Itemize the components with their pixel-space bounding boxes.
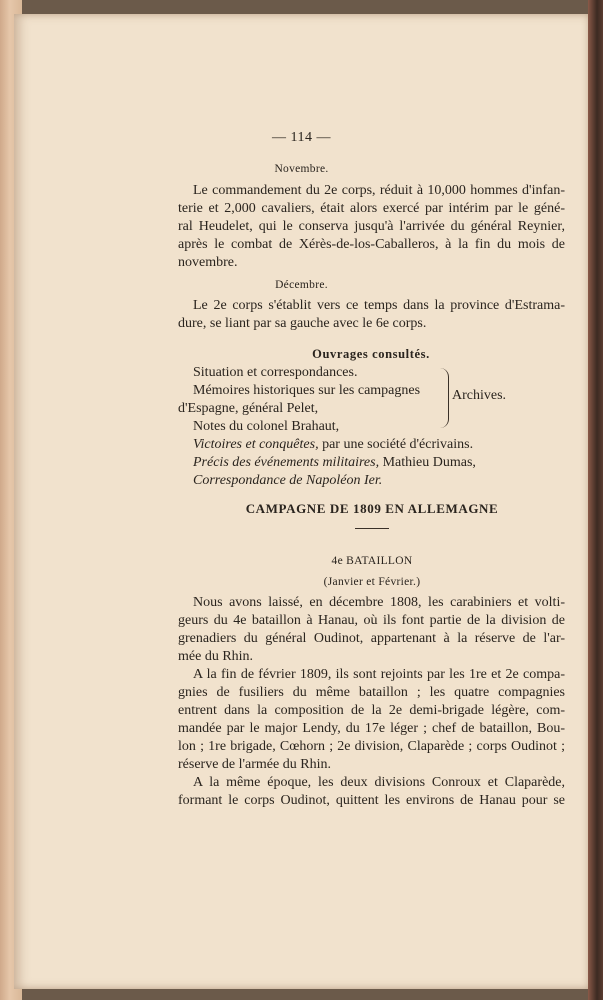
divider-rule xyxy=(355,528,389,529)
text-line: lon ; 1re brigade, Cœhorn ; 2e division, Claparède ; corps Oudinot ; xyxy=(178,739,565,754)
text-line: entrent dans la composition de la 2e demi-brigade légère, com- xyxy=(178,703,565,718)
text-line: ral Heudelet, qui le conserva jusqu'à l'arrivée du général Reynier, xyxy=(178,219,565,234)
chapter-title: CAMPAGNE DE 1809 EN ALLEMAGNE xyxy=(245,501,499,516)
source-line xyxy=(193,436,473,454)
source-line xyxy=(193,454,476,472)
page-number: — 114 — xyxy=(272,130,331,145)
text-line: après le combat de Xérès-de-los-Caballeros, à la fin du mois de xyxy=(178,237,565,252)
source-detail: Mathieu Dumas, xyxy=(379,455,476,470)
source-title: Précis des événements militaires, xyxy=(193,455,380,470)
text-line: terie et 2,000 cavaliers, était alors exercé par intérim par le géné- xyxy=(178,201,565,216)
text-line: mée du Rhin. xyxy=(178,649,254,664)
text-line: Le commandement du 2e corps, réduit à 10,000 hommes d'infan- xyxy=(193,183,565,198)
brace-symbol xyxy=(440,368,449,428)
text-line: Nous avons laissé, en décembre 1808, les carabiniers et volti- xyxy=(193,595,565,610)
text-line: réserve de l'armée du Rhin. xyxy=(178,757,331,772)
text-line: formant le corps Oudinot, quittent les environs de Hanau pour se xyxy=(178,793,565,808)
text-line: mandée par le major Lendy, du 17e léger ; chef de bataillon, Bou- xyxy=(178,721,565,736)
source-line: Situation et correspondances. xyxy=(193,365,358,380)
text-line: grenadiers du général Oudinot, appartenant à la réserve de l'ar- xyxy=(178,631,565,646)
text-line: dure, se liant par sa gauche avec le 6e corps. xyxy=(178,316,427,331)
source-detail: par une société d'écrivains. xyxy=(318,437,474,452)
archives-label: Archives. xyxy=(452,388,507,403)
text-line: novembre. xyxy=(178,255,238,270)
source-title: Victoires et conquêtes, xyxy=(193,437,319,452)
text-line: geurs du 4e bataillon à Hanau, où ils font partie de la division de xyxy=(178,613,565,628)
section-heading-decembre: Décembre. xyxy=(275,279,328,291)
period-heading: (Janvier et Février.) xyxy=(323,576,421,588)
source-line: Mémoires historiques sur les campagnes xyxy=(193,383,421,398)
bataillon-heading: 4e BATAILLON xyxy=(331,555,413,567)
source-title: Correspondance de Napoléon Ier. xyxy=(193,473,383,488)
text-line: A la fin de février 1809, ils sont rejoints par les 1re et 2e compa- xyxy=(193,667,565,682)
text-line: Le 2e corps s'établit vers ce temps dans la province d'Estrama- xyxy=(193,298,565,313)
source-line: d'Espagne, général Pelet, xyxy=(178,401,319,416)
section-heading-novembre: Novembre. xyxy=(274,163,329,175)
text-line: A la même époque, les deux divisions Conroux et Claparède, xyxy=(193,775,565,790)
section-heading-ouvrages: Ouvrages consultés. xyxy=(312,347,430,361)
text-line: gnies de fusiliers du même bataillon ; les quatre compagnies xyxy=(178,685,565,700)
source-line: Notes du colonel Brahaut, xyxy=(193,419,340,434)
